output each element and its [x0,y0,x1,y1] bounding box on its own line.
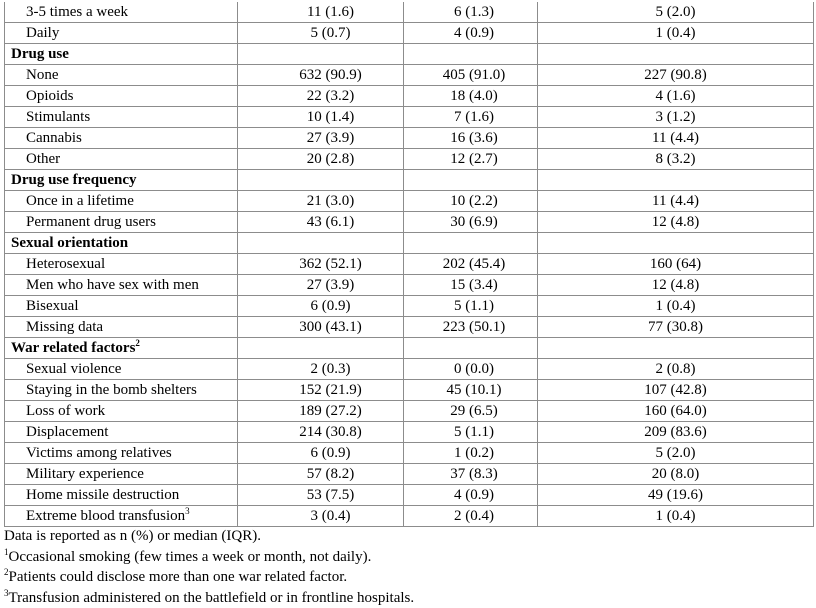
row-label [5,317,238,338]
value-cell-2: 16 (3.6) [404,128,538,149]
row-label [5,149,238,170]
footnote [4,567,804,588]
value-cell-1: 6 (0.9) [238,296,404,317]
value-cell-2: 1 (0.2) [404,443,538,464]
value-cell-2: 15 (3.4) [404,275,538,296]
table-body [5,2,814,527]
table-row [5,191,814,212]
value-cell-1: 6 (0.9) [238,443,404,464]
row-label-text: None [26,67,59,83]
value-cell-3: 77 (30.8) [538,317,814,338]
value-cell-3: 4 (1.6) [538,86,814,107]
row-label-text: Men who have sex with men [26,277,199,293]
value-cell-3: 227 (90.8) [538,65,814,86]
footnote [4,526,804,547]
table-row [5,107,814,128]
value-cell-3: 1 (0.4) [538,506,814,527]
table-row [5,401,814,422]
table-row [5,149,814,170]
row-label-text: Missing data [26,319,103,335]
row-label-text: Staying in the bomb shelters [26,382,197,398]
row-label-text: Daily [26,25,59,41]
row-label [5,275,238,296]
value-cell-3: 160 (64) [538,254,814,275]
row-label-text: Victims among relatives [26,445,172,461]
value-cell-3: 160 (64.0) [538,401,814,422]
table-row [5,422,814,443]
row-label-text: Displacement [26,424,108,440]
value-cell-3: 8 (3.2) [538,149,814,170]
row-label-text: Once in a lifetime [26,193,134,209]
value-cell-3: 12 (4.8) [538,275,814,296]
row-label [5,401,238,422]
value-cell-1: 632 (90.9) [238,65,404,86]
value-cell-3: 1 (0.4) [538,296,814,317]
table-row [5,254,814,275]
table-row [5,128,814,149]
row-label-text: Permanent drug users [26,214,156,230]
table-footnotes [4,526,804,608]
value-cell-1: 152 (21.9) [238,380,404,401]
table-row [5,212,814,233]
section-label [5,233,238,254]
footnote-number: 3 [4,588,9,598]
value-cell-1 [238,170,404,191]
row-label [5,191,238,212]
footnote-text: Data is reported as n (%) or median (IQR). [4,528,261,544]
value-cell-3: 107 (42.8) [538,380,814,401]
section-header-row [5,44,814,65]
row-label [5,86,238,107]
value-cell-2: 18 (4.0) [404,86,538,107]
value-cell-3 [538,44,814,65]
row-label [5,23,238,44]
section-header-row [5,338,814,359]
footnote-marker: 2 [135,338,140,348]
value-cell-1: 2 (0.3) [238,359,404,380]
value-cell-2 [404,338,538,359]
value-cell-2: 6 (1.3) [404,2,538,23]
value-cell-2: 4 (0.9) [404,485,538,506]
table-row [5,2,814,23]
row-label-text: Drug use frequency [11,172,137,188]
value-cell-1: 27 (3.9) [238,275,404,296]
value-cell-1: 11 (1.6) [238,2,404,23]
row-label [5,359,238,380]
value-cell-3: 1 (0.4) [538,23,814,44]
section-header-row [5,170,814,191]
value-cell-2: 4 (0.9) [404,23,538,44]
table-row [5,296,814,317]
value-cell-1: 10 (1.4) [238,107,404,128]
footnote-text: Occasional smoking (few times a week or month, not daily). [9,549,372,565]
table-row [5,86,814,107]
section-label [5,44,238,65]
row-label-text: Other [26,151,60,167]
value-cell-3: 5 (2.0) [538,2,814,23]
footnote-marker: 3 [185,506,190,516]
data-table [4,2,814,527]
footnote-text: Patients could disclose more than one war related factor. [9,569,348,585]
value-cell-1: 3 (0.4) [238,506,404,527]
row-label [5,65,238,86]
value-cell-2: 12 (2.7) [404,149,538,170]
value-cell-2: 5 (1.1) [404,296,538,317]
row-label-text: Loss of work [26,403,105,419]
value-cell-3 [538,233,814,254]
value-cell-2: 10 (2.2) [404,191,538,212]
footnote-number: 2 [4,567,9,577]
value-cell-2: 37 (8.3) [404,464,538,485]
value-cell-2: 405 (91.0) [404,65,538,86]
row-label-text: Heterosexual [26,256,105,272]
value-cell-1 [238,338,404,359]
row-label-text: Cannabis [26,130,82,146]
value-cell-1: 27 (3.9) [238,128,404,149]
row-label [5,107,238,128]
table-row [5,506,814,527]
value-cell-2: 30 (6.9) [404,212,538,233]
value-cell-3: 11 (4.4) [538,191,814,212]
value-cell-1: 57 (8.2) [238,464,404,485]
row-label-text: Military experience [26,466,144,482]
row-label [5,443,238,464]
table-row [5,443,814,464]
value-cell-2 [404,170,538,191]
footnote [4,588,804,608]
row-label-text: War related factors [11,340,135,356]
value-cell-1 [238,44,404,65]
value-cell-1: 300 (43.1) [238,317,404,338]
value-cell-1: 20 (2.8) [238,149,404,170]
table-row [5,65,814,86]
footnote [4,547,804,568]
value-cell-3 [538,338,814,359]
value-cell-1: 189 (27.2) [238,401,404,422]
value-cell-3: 2 (0.8) [538,359,814,380]
value-cell-2: 202 (45.4) [404,254,538,275]
value-cell-1: 53 (7.5) [238,485,404,506]
value-cell-2: 0 (0.0) [404,359,538,380]
row-label [5,128,238,149]
value-cell-2: 45 (10.1) [404,380,538,401]
row-label-text: Sexual orientation [11,235,128,251]
value-cell-3: 11 (4.4) [538,128,814,149]
value-cell-1: 5 (0.7) [238,23,404,44]
value-cell-3: 12 (4.8) [538,212,814,233]
row-label-text: Bisexual [26,298,79,314]
value-cell-2 [404,233,538,254]
footnote-text: Transfusion administered on the battlefield or in frontline hospitals. [9,590,415,606]
row-label-text: Extreme blood transfusion [26,508,185,524]
value-cell-3: 49 (19.6) [538,485,814,506]
row-label [5,485,238,506]
table-row [5,359,814,380]
value-cell-3: 20 (8.0) [538,464,814,485]
value-cell-1: 214 (30.8) [238,422,404,443]
value-cell-2: 223 (50.1) [404,317,538,338]
value-cell-1: 22 (3.2) [238,86,404,107]
table-row [5,485,814,506]
row-label-text: 3-5 times a week [26,4,128,20]
section-label [5,338,238,359]
table-row [5,317,814,338]
value-cell-2: 2 (0.4) [404,506,538,527]
value-cell-3 [538,170,814,191]
row-label [5,254,238,275]
value-cell-2 [404,44,538,65]
row-label-text: Drug use [11,46,69,62]
row-label [5,296,238,317]
row-label [5,2,238,23]
table-row [5,380,814,401]
row-label-text: Sexual violence [26,361,121,377]
value-cell-2: 7 (1.6) [404,107,538,128]
row-label [5,380,238,401]
section-header-row [5,233,814,254]
row-label [5,464,238,485]
row-label-text: Stimulants [26,109,90,125]
value-cell-3: 5 (2.0) [538,443,814,464]
value-cell-3: 3 (1.2) [538,107,814,128]
value-cell-1 [238,233,404,254]
value-cell-2: 29 (6.5) [404,401,538,422]
value-cell-3: 209 (83.6) [538,422,814,443]
value-cell-2: 5 (1.1) [404,422,538,443]
footnote-number: 1 [4,547,9,557]
table-row [5,23,814,44]
value-cell-1: 43 (6.1) [238,212,404,233]
value-cell-1: 362 (52.1) [238,254,404,275]
section-label [5,170,238,191]
row-label-text: Home missile destruction [26,487,179,503]
row-label-text: Opioids [26,88,74,104]
row-label [5,422,238,443]
row-label [5,506,238,527]
table-row [5,275,814,296]
table-row [5,464,814,485]
row-label [5,212,238,233]
value-cell-1: 21 (3.0) [238,191,404,212]
